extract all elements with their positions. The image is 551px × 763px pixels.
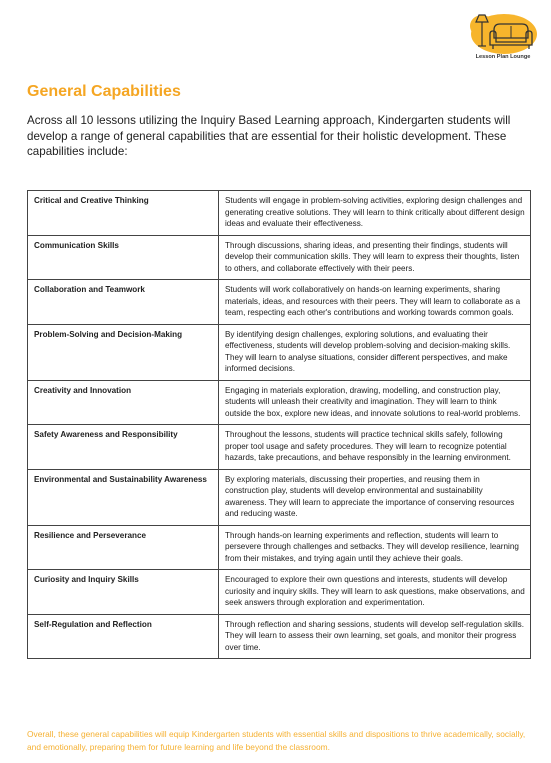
capability-description: Encouraged to explore their own questions and interests, students will develop curiosity and inquiry skills. They will learn to ask questions, make observations, and seek answers through exploration and experimentation.	[219, 570, 531, 615]
capability-description: Through discussions, sharing ideas, and presenting their findings, students will develop their communication skills. They will learn to express their thoughts, listen to others, and collaborate effectively with their peers.	[219, 235, 531, 280]
table-row	[28, 280, 531, 325]
table-row	[28, 614, 531, 659]
intro-paragraph: Across all 10 lessons utilizing the Inquiry Based Learning approach, Kindergarten students will develop a range of general capabilities that are essential for their holistic development. These capabilities include:	[27, 114, 511, 158]
capability-description: By exploring materials, discussing their properties, and reusing them in construction play, students will develop environmental and sustainability awareness. They will learn to appreciate the importance of conserving resources and reducing waste.	[219, 469, 531, 525]
capability-description: Through reflection and sharing sessions, students will develop self-regulation skills. They will learn to assess their own learning, set goals, and monitor their progress over time.	[219, 614, 531, 659]
sofa-lamp-icon	[468, 12, 538, 56]
capability-name: Resilience and Perseverance	[28, 525, 219, 570]
table-row	[28, 570, 531, 615]
table-row	[28, 191, 531, 236]
logo-text: Lesson Plan Lounge	[475, 54, 531, 60]
capability-description: By identifying design challenges, exploring solutions, and evaluating their effectiveness, students will develop problem-solving and decision-making skills. They will learn to analyse situations, consider different perspectives, and make informed decisions.	[219, 324, 531, 380]
capability-name: Collaboration and Teamwork	[28, 280, 219, 325]
summary-footer: Overall, these general capabilities will equip Kindergarten students with essential skills and dispositions to thrive academically, socially, and emotionally, preparing them for future learning and life beyond the classroom.	[27, 729, 526, 752]
capability-description: Students will work collaboratively on hands-on learning experiments, sharing materials, ideas, and resources with their peers. They will learn to collaborate as a team, respecting each other's contributions and working towards common goals.	[219, 280, 531, 325]
capability-description: Throughout the lessons, students will practice technical skills safely, following proper tool usage and safety procedures. They will learn to recognize potential hazards, take precautions, and behave responsibly in the learning environment.	[219, 425, 531, 470]
capability-name: Communication Skills	[28, 235, 219, 280]
capability-description: Students will engage in problem-solving activities, exploring design challenges and generating creative solutions. They will learn to think critically about different design ideas and evaluate their effectiveness.	[219, 191, 531, 236]
capability-name: Curiosity and Inquiry Skills	[28, 570, 219, 615]
table-row	[28, 235, 531, 280]
capability-name: Problem-Solving and Decision-Making	[28, 324, 219, 380]
capability-name: Self-Regulation and Reflection	[28, 614, 219, 659]
table-row	[28, 324, 531, 380]
capability-name: Critical and Creative Thinking	[28, 191, 219, 236]
capability-name: Safety Awareness and Responsibility	[28, 425, 219, 470]
capability-name: Creativity and Innovation	[28, 380, 219, 425]
capability-description: Through hands-on learning experiments and reflection, students will learn to persevere through challenges and setbacks. They will develop resilience, learning from their mistakes, and trying again until they achieve their goals.	[219, 525, 531, 570]
page-title: General Capabilities	[27, 83, 181, 100]
table-row	[28, 469, 531, 525]
capability-description: Engaging in materials exploration, drawing, modelling, and construction play, students will unleash their creativity and imagination. They will learn to think outside the box, explore new ideas, and innovate solutions to real-world problems.	[219, 380, 531, 425]
capabilities-table	[27, 190, 531, 659]
table-row	[28, 525, 531, 570]
table-row	[28, 380, 531, 425]
capability-name: Environmental and Sustainability Awareness	[28, 469, 219, 525]
table-row	[28, 425, 531, 470]
